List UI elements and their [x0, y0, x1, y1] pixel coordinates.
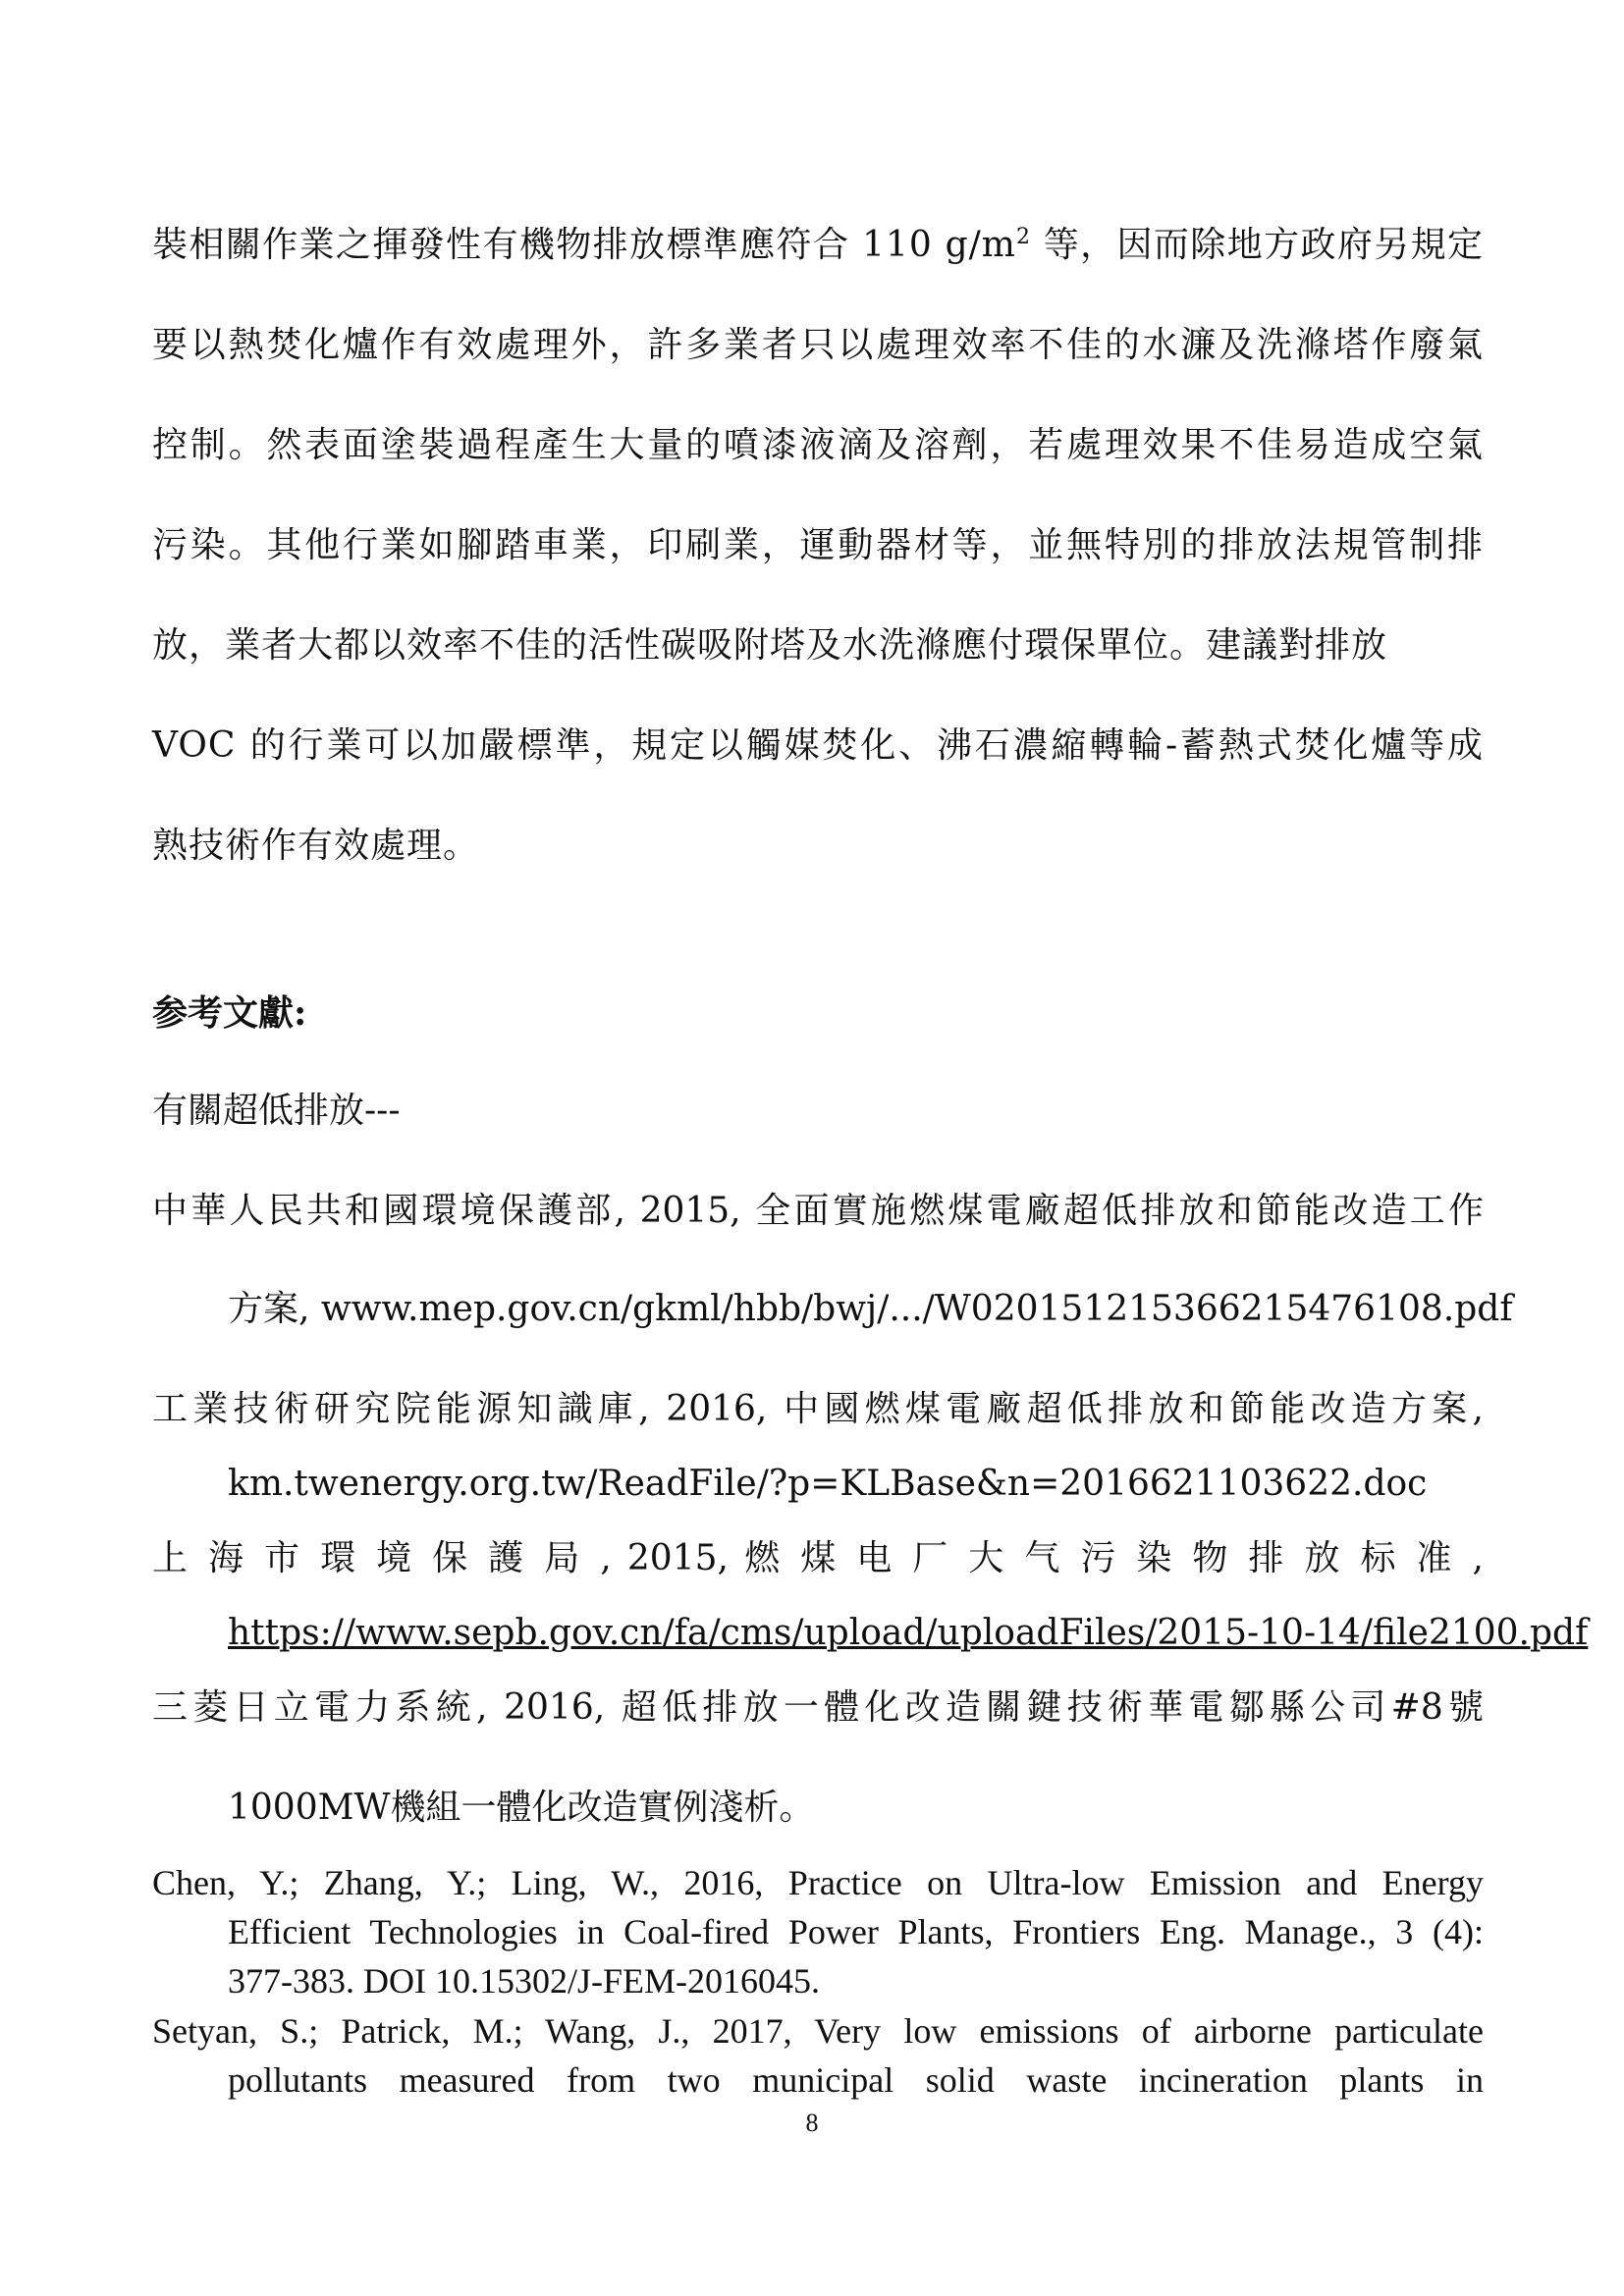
body-line-1-text: 裝相關作業之揮發性有機物排放標準應符合 110 g/m [152, 225, 1016, 265]
reference-4-line-1: 三菱日立電力系統, 2016, 超低排放一體化改造關鍵技術華電鄒縣公司#8號 [152, 1687, 1484, 1728]
body-line-6: VOC 的行業可以加嚴標準，規定以觸媒焚化、沸石濃縮轉輪-蓄熱式焚化爐等成 [152, 725, 1484, 766]
body-line-2: 要以熱焚化爐作有效處理外，許多業者只以處理效率不佳的水濂及洗滌塔作廢氣 [152, 325, 1484, 365]
reference-6-line-2: pollutants measured from two municipal solid waste incineration plants in [228, 2060, 1484, 2100]
reference-1-line-1: 中華人民共和國環境保護部, 2015, 全面實施燃煤電廠超低排放和節能改造工作 [152, 1191, 1484, 1231]
reference-6 [152, 2006, 1484, 2105]
reference-6-line-1: Setyan, S.; Patrick, M.; Wang, J., 2017, Very low emissions of airborne particulate [152, 2011, 1484, 2051]
superscript: 2 [1015, 225, 1031, 249]
reference-5-line-2: Efficient Technologies in Coal-fired Power Plants, Frontiers Eng. Manage., 3 (4): [228, 1912, 1484, 1951]
body-line-7: 熟技術作有效處理。 [152, 826, 480, 866]
reference-2-line-2: km.twenergy.org.tw/ReadFile/?p=KLBase&n=2016621103622.doc [228, 1464, 1428, 1504]
page-number: 8 [805, 2109, 819, 2137]
reference-5 [152, 1858, 1484, 2005]
body-line-1-tail: 等，因而除地方政府另規定 [1030, 225, 1484, 265]
reference-2-line-1: 工業技術研究院能源知識庫, 2016, 中國燃煤電廠超低排放和節能改造方案, [152, 1389, 1484, 1429]
reference-1-line-2: 方案, www.mep.gov.cn/gkml/hbb/bwj/.../W020151215366215476108.pdf [228, 1289, 1513, 1329]
body-line-3: 控制。然表面塗裝過程產生大量的噴漆液滴及溶劑，若處理效果不佳易造成空氣 [152, 425, 1484, 465]
body-line-5: 放，業者大都以效率不佳的活性碳吸附塔及水洗滌應付環保單位。建議對排放 [152, 625, 1388, 666]
body-line-1 [152, 224, 1484, 267]
reference-3-line-1: 上 海 市 環 境 保 護 局 , 2015, 燃 煤 电 厂 大 气 污 染 物 排 放 标 准 , [152, 1538, 1484, 1578]
references-heading: 参考文獻: [152, 992, 307, 1034]
reference-3-line-2 [228, 1612, 1589, 1655]
reference-5-line-1: Chen, Y.; Zhang, Y.; Ling, W., 2016, Practice on Ultra-low Emission and Energy [152, 1863, 1484, 1902]
references-subheading: 有關超低排放--- [152, 1091, 401, 1131]
reference-5-line-3: 377-383. DOI 10.15302/J-FEM-2016045. [228, 1961, 820, 2001]
reference-4-line-2: 1000MW機組一體化改造實例淺析。 [228, 1788, 815, 1828]
reference-3-link[interactable]: https://www.sepb.gov.cn/fa/cms/upload/uploadFiles/2015-10-14/file2100.pdf [228, 1613, 1589, 1653]
body-line-4: 污染。其他行業如腳踏車業，印刷業，運動器材等，並無特別的排放法規管制排 [152, 525, 1484, 565]
